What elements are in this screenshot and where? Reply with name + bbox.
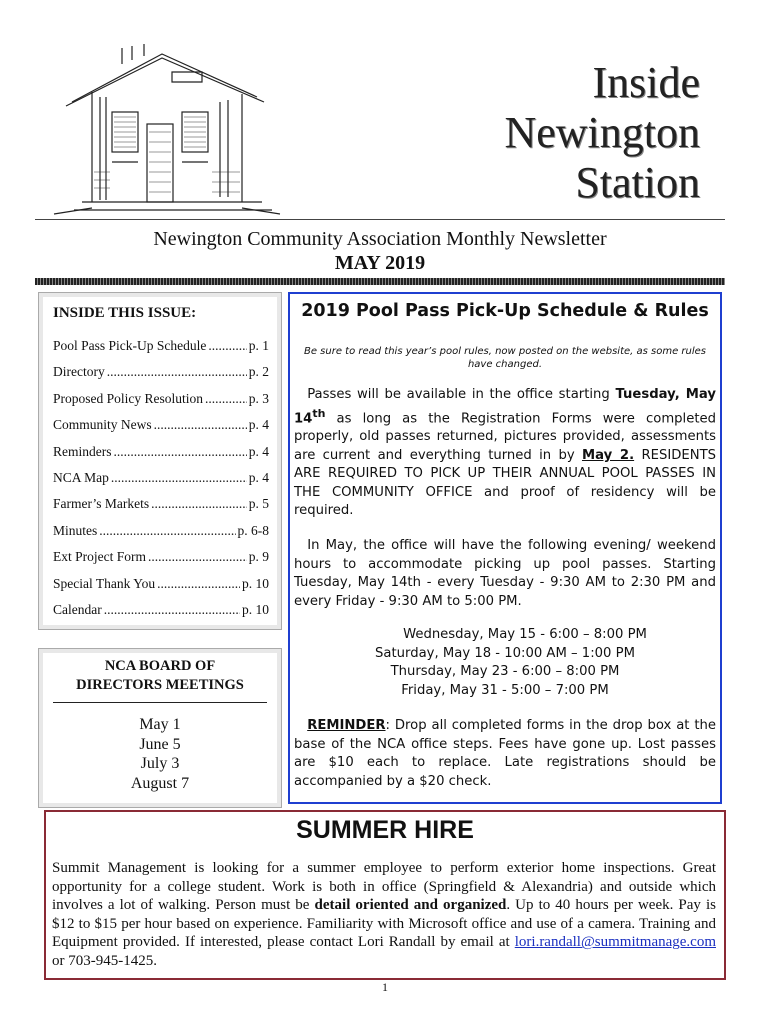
board-meetings-title: [39, 657, 281, 695]
toc-item: [53, 523, 269, 549]
masthead-line-2: Newington: [504, 108, 700, 157]
meeting-date: May 1: [139, 716, 181, 733]
summer-hire-title: SUMMER HIRE: [296, 816, 474, 844]
toc-item-page: p. 4: [248, 417, 269, 433]
toc-leader-dots: [99, 523, 235, 539]
toc-item-page: p. 2: [248, 364, 269, 380]
toc-item-page: p. 5: [248, 496, 269, 512]
toc-item-label: NCA Map: [53, 469, 109, 485]
table-of-contents-box: [38, 292, 282, 630]
board-meeting-dates: [39, 715, 281, 793]
masthead-title: [504, 58, 700, 208]
board-title-line-1: NCA BOARD OF: [104, 658, 216, 674]
hire-text-c: or 703-945-1425.: [52, 952, 157, 969]
toc-leader-dots: [148, 549, 247, 565]
toc-leader-dots: [114, 444, 247, 460]
hire-email-link[interactable]: lori.randall@summitmanage.com: [514, 934, 716, 951]
toc-item: [53, 444, 269, 470]
pool-paragraph-2: [294, 537, 716, 611]
pool-reminder-label: REMINDER: [307, 718, 386, 733]
toc-item-page: p. 6-8: [237, 522, 269, 538]
station-sketch-image: [52, 42, 282, 220]
board-divider: [53, 702, 267, 703]
toc-item: [53, 470, 269, 496]
hire-text-bold: detail oriented and organized: [314, 897, 507, 914]
toc-item: [53, 391, 269, 417]
toc-leader-dots: [205, 391, 247, 407]
pool-hours-item: Saturday, May 18 - 10:00 AM – 1:00 PM: [375, 645, 635, 661]
page-number: 1: [382, 980, 388, 994]
toc-item: [53, 576, 269, 602]
pool-hours-item: Friday, May 31 - 5:00 – 7:00 PM: [401, 682, 609, 698]
toc-leader-dots: [104, 602, 240, 618]
toc-item-page: p. 4: [248, 443, 269, 459]
toc-leader-dots: [157, 576, 240, 592]
toc-item-page: p. 1: [248, 338, 269, 353]
hire-text-b: . Up to 40 hours per week. Pay is $12 to $15 per hour based on experience. Familiarity with Microsoft office and use of a camera. Training and Equipment provided. If interested, please contact Lori Randall by email at: [52, 897, 716, 951]
pool-p1-underline: May 2.: [581, 447, 635, 463]
pool-p1-text-c: RESIDENTS ARE REQUIRED TO PICK UP THEIR ANNUAL POOL PASSES IN THE COMMUNITY OFFICE and proof of residency will be required.: [294, 447, 716, 519]
toc-item-label: Farmer’s Markets: [53, 496, 150, 512]
toc-item: [53, 417, 269, 443]
toc-item-label: Minutes: [53, 522, 98, 538]
pool-hours-item: Wednesday, May 15 - 6:00 – 8:00 PM: [403, 627, 647, 642]
toc-item-label: Reminders: [53, 443, 112, 459]
toc-leader-dots: [151, 496, 247, 512]
pool-article-title: 2019 Pool Pass Pick-Up Schedule & Rules: [301, 301, 709, 321]
pool-reminder-text: : Drop all completed forms in the drop box at the base of the NCA office steps. Fees have gone up. Lost passes are $10 each to replace. Late registrations should be accompanied by a $20 check.: [294, 718, 716, 789]
pool-reminder-paragraph: [294, 717, 716, 791]
summer-hire-text: [52, 859, 716, 971]
toc-item-label: Pool Pass Pick-Up Schedule: [53, 338, 207, 353]
pool-hours-item: Thursday, May 23 - 6:00 – 8:00 PM: [390, 664, 620, 679]
pool-p1-text-b: as long as the Registration Forms were completed properly, old passes returned, pictures provided, assessments are current and everything turned in by: [294, 410, 716, 463]
toc-item-page: p. 3: [248, 390, 269, 406]
toc-item-page: p. 9: [248, 549, 269, 565]
toc-item: [53, 364, 269, 390]
pool-p2-text: In May, the office will have the following evening/ weekend hours to accommodate picking up pool passes. Starting Tuesday, May 14th - every Tuesday - 9:30 AM to 2:30 PM and every Friday - 9:30 AM to 5:00 PM.: [294, 538, 716, 609]
newsletter-subtitle: Newington Community Association Monthly Newsletter: [153, 228, 607, 250]
toc-item-page: p. 10: [242, 601, 269, 617]
toc-item-page: p. 4: [248, 469, 269, 485]
toc-title: INSIDE THIS ISSUE:: [53, 305, 197, 321]
pool-article-subtitle: Be sure to read this year’s pool rules, now posted on the website, as some rules have changed.: [303, 346, 707, 370]
toc-item-label: Community News: [53, 417, 152, 433]
meeting-date: June 5: [139, 735, 181, 753]
toc-item-label: Special Thank You: [53, 575, 156, 591]
pool-p1-sup: th: [312, 406, 326, 420]
pool-pass-article: [288, 292, 722, 804]
hire-text-a: Summit Management is looking for a summer employee to perform exterior home inspections. Great opportunity for a college student. Work is both in office (Springfield & Alexandria) and outside which involves a lot of walking. Person must be: [52, 860, 716, 914]
board-meetings-box: [38, 648, 282, 808]
toc-item: [53, 338, 269, 364]
toc-leader-dots: [107, 364, 247, 380]
summer-hire-box: [44, 810, 726, 980]
toc-list: [53, 338, 269, 628]
toc-leader-dots: [208, 338, 246, 354]
meeting-date: August 7: [130, 774, 190, 792]
masthead-line-1: Inside: [592, 58, 700, 107]
toc-item: [53, 602, 269, 628]
header-thick-divider: [35, 278, 725, 285]
pool-hours-list: [294, 626, 716, 700]
toc-item-page: p. 10: [242, 575, 269, 591]
pool-p1-text-a: Passes will be available in the office starting: [307, 387, 616, 402]
toc-item-label: Ext Project Form: [53, 549, 146, 565]
toc-leader-dots: [111, 470, 247, 486]
toc-item-label: Directory: [53, 364, 105, 380]
board-title-line-2: DIRECTORS MEETINGS: [76, 677, 244, 693]
issue-date: MAY 2019: [334, 252, 426, 274]
toc-item-label: Calendar: [53, 601, 102, 617]
toc-item: [53, 549, 269, 575]
pool-p1-bold: Tuesday, May 14: [294, 387, 716, 426]
toc-item: [53, 496, 269, 522]
pool-paragraph-1: [294, 386, 716, 521]
meeting-date: July 3: [140, 755, 180, 772]
toc-leader-dots: [154, 417, 247, 433]
toc-item-label: Proposed Policy Resolution: [53, 390, 204, 406]
header-divider: [35, 219, 725, 220]
masthead-line-3: Station: [575, 158, 700, 207]
